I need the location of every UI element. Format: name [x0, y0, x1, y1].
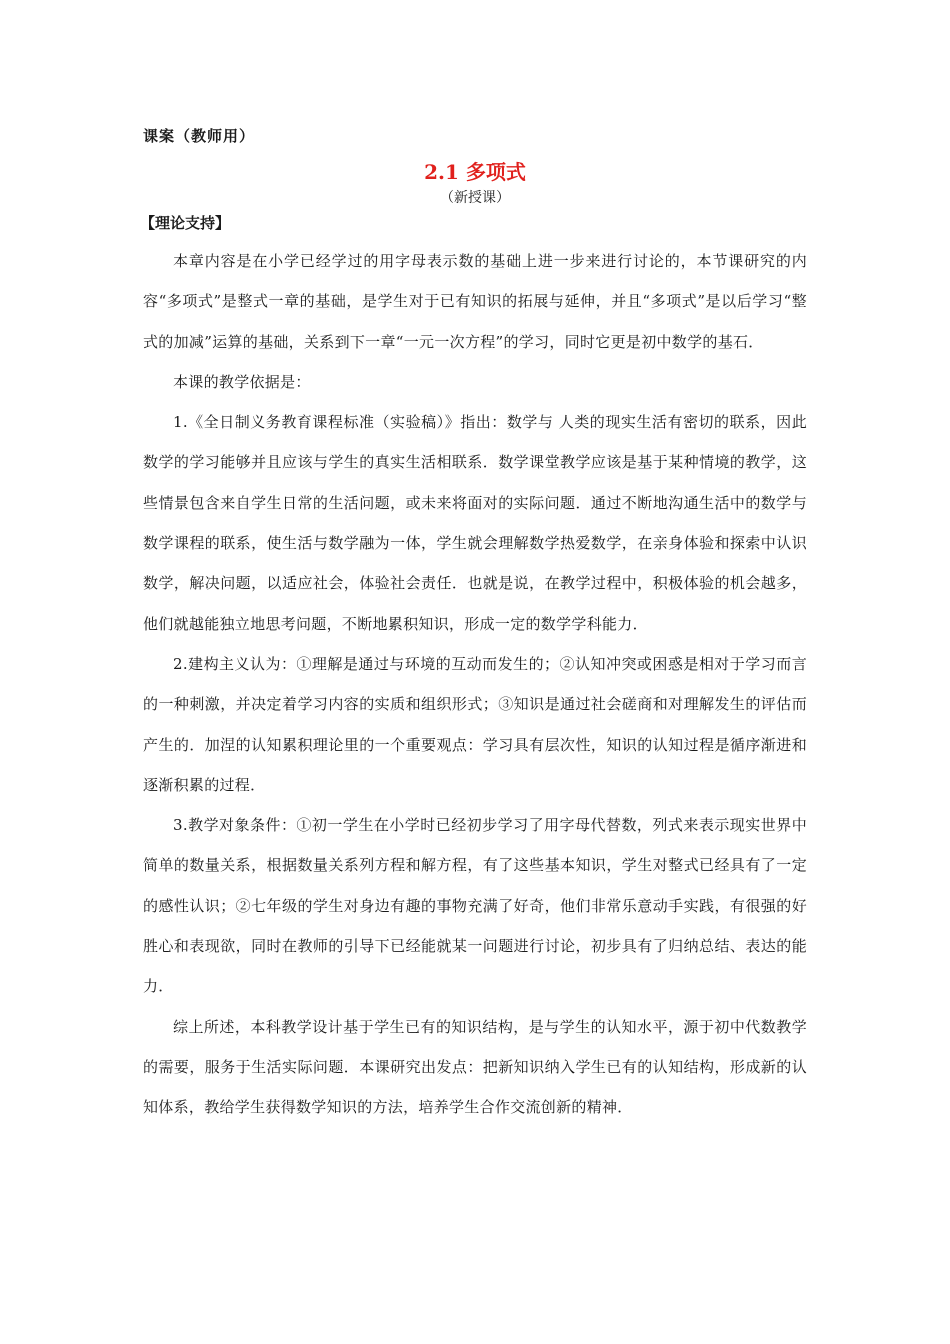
paragraph-basis-heading: 本课的教学依据是： [173, 372, 311, 391]
page-title: 2.1 多项式 [424, 160, 526, 184]
paragraph-basis-2: 2.建构主义认为：①理解是通过与环境的互动而发生的；②认知冲突或困惑是相对于学习而言的一种刺激，并决定着学习内容的实质和组织形式；③知识是通过社会磋商和对理解发生的评估而产生的．加涅的认知累积理论里的一个重要观点：学习具有层次性，知识的认知过程是循序渐进和逐渐积累的过程． [143, 654, 807, 794]
paragraph-intro: 本章内容是在小学已经学过的用字母表示数的基础上进一步来进行讨论的，本节课研究的内容“多项式”是整式一章的基础，是学生对于已有知识的拓展与延伸，并且“多项式”是以后学习“整式的加减”运算的基础，关系到下一章“一元一次方程”的学习，同时它更是初中数学的基石． [143, 252, 807, 351]
paragraph-basis-1: 1.《全日制义务教育课程标准（实验稿）》指出：数学与 人类的现实生活有密切的联系，因此数学的学习能够并且应该与学生的真实生活相联系．数学课堂教学应该是基于某种情境的教学，这些情景包含来自学生日常的生活问题，或未来将面对的实际问题．通过不断地沟通生活中的数学与数学课程的联系，使生活与数学融为一体，学生就会理解数学热爱数学，在亲身体验和探索中认识数学，解决问题，以适应社会，体验社会责任．也就是说，在教学过程中，积极体验的机会越多，他们就越能独立地思考问题，不断地累积知识，形成一定的数学学科能力． [143, 413, 807, 633]
paragraph-summary: 综上所述，本科教学设计基于学生已有的知识结构，是与学生的认知水平，源于初中代数教学的需要，服务于生活实际问题．本课研究出发点：把新知识纳入学生已有的认知结构，形成新的认知体系，教给学生获得数学知识的方法，培养学生合作交流创新的精神． [143, 1017, 807, 1117]
document-label: 课案（教师用） [143, 127, 256, 145]
body-text [143, 241, 807, 1128]
section-heading: 【理论支持】 [140, 214, 231, 232]
paragraph-basis-3: 3.教学对象条件：①初一学生在小学时已经初步学习了用字母代替数，列式来表示现实世界中简单的数量关系，根据数量关系列方程和解方程，有了这些基本知识，学生对整式已经具有了一定的感性认识；②七年级的学生对身边有趣的事物充满了好奇，他们非常乐意动手实践，有很强的好胜心和表现欲，同时在教师的引导下已经能就某一问题进行讨论，初步具有了归纳总结、表达的能力． [143, 816, 807, 996]
page-subtitle: （新授课） [440, 190, 510, 206]
